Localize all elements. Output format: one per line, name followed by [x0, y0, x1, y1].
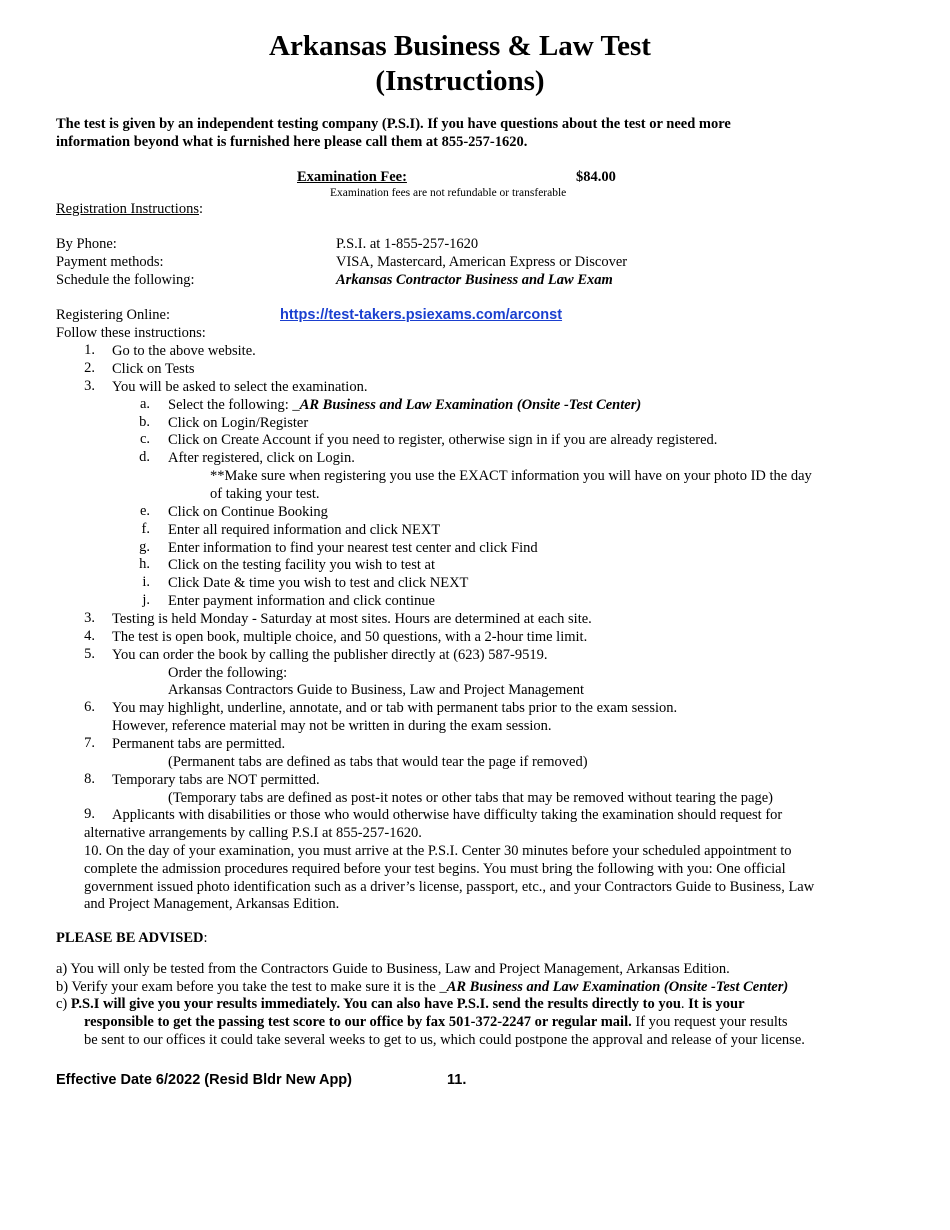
- page-title: Arkansas Business & Law Test: [269, 30, 651, 62]
- advised-heading-colon: :: [203, 930, 208, 946]
- follow-instructions: Follow these instructions:: [56, 325, 206, 341]
- item-4: The test is open book, multiple choice, and 50 questions, with a 2-hour time limit.: [112, 629, 588, 645]
- fee-amount: $84.00: [576, 169, 616, 185]
- substep-letter: g.: [139, 539, 150, 555]
- substep-h: Click on the testing facility you wish to test at: [168, 557, 436, 573]
- step-text: Click on Tests: [112, 361, 195, 377]
- advised-c: [56, 995, 745, 1013]
- registration-heading-text: Registration Instructions: [56, 201, 199, 217]
- item-8: Temporary tabs are NOT permitted.: [112, 772, 320, 788]
- substep-f: Enter all required information and click NEXT: [168, 522, 441, 538]
- substep-letter: d.: [139, 449, 150, 465]
- substep-a: [168, 396, 641, 414]
- schedule-label: Schedule the following:: [56, 272, 195, 288]
- item-number: 4.: [84, 628, 95, 644]
- registration-link[interactable]: https://test-takers.psiexams.com/arconst: [280, 307, 563, 323]
- fee-note: Examination fees are not refundable or transferable: [330, 187, 567, 199]
- item-10-line-1: 10. On the day of your examination, you must arrive at the P.S.I. Center 30 minutes before your scheduled appointment to: [84, 843, 792, 859]
- item-10-line-2: complete the admission procedures required before your test begins. You must bring the following with you: One official: [84, 861, 786, 877]
- substep-letter: b.: [139, 414, 150, 430]
- item-6: You may highlight, underline, annotate, and or tab with permanent tabs prior to the exam session.: [112, 700, 678, 716]
- advised-heading-text: PLEASE BE ADVISED: [56, 930, 204, 946]
- item-5-order: Order the following:: [168, 665, 288, 681]
- step-number: 2.: [84, 360, 95, 376]
- page-subtitle: (Instructions): [375, 65, 545, 97]
- item-7-note: (Permanent tabs are defined as tabs that would tear the page if removed): [168, 754, 588, 770]
- item-9: Applicants with disabilities or those who would otherwise have difficulty taking the examination should request for: [112, 807, 783, 823]
- substep-a-exam: AR Business and Law Examination (Onsite -Test Center): [299, 397, 642, 413]
- phone-value: P.S.I. at 1-855-257-1620: [336, 236, 479, 252]
- substep-e: Click on Continue Booking: [168, 504, 328, 520]
- item-number: 7.: [84, 735, 95, 751]
- substep-letter: i.: [142, 574, 150, 590]
- advised-c-label: c): [56, 996, 71, 1012]
- advised-heading: [56, 929, 208, 947]
- registration-heading: [56, 200, 203, 218]
- substep-d-note-1: **Make sure when registering you use the EXACT information you will have on your photo ID the day: [210, 468, 812, 484]
- substep-j: Enter payment information and click continue: [168, 593, 435, 609]
- item-10-line-4: and Project Management, Arkansas Edition.: [84, 896, 340, 912]
- advised-c-bold-2: It is your: [688, 996, 745, 1012]
- item-number: 3.: [84, 610, 95, 626]
- item-5: You can order the book by calling the publisher directly at (623) 587-9519.: [112, 647, 548, 663]
- step-number: 3.: [84, 378, 95, 394]
- advised-b: [56, 978, 788, 996]
- substep-c: Click on Create Account if you need to register, otherwise sign in if you are already registered.: [168, 432, 718, 448]
- item-9-cont: alternative arrangements by calling P.S.I at 855-257-1620.: [84, 825, 422, 841]
- substep-letter: j.: [142, 592, 150, 608]
- item-6-cont: However, reference material may not be written in during the exam session.: [112, 718, 552, 734]
- payment-label: Payment methods:: [56, 254, 164, 270]
- item-10-line-3: government issued photo identification such as a driver’s license, passport, etc., and your Contractors Guide to Business, Law: [84, 879, 815, 895]
- advised-c-line-2: [84, 1013, 788, 1031]
- step-text: You will be asked to select the examination.: [112, 379, 368, 395]
- item-number: 8.: [84, 771, 95, 787]
- substep-letter: a.: [139, 396, 150, 412]
- advised-b-prefix: b) Verify your exam before you take the test to make sure it is the _: [56, 979, 447, 995]
- schedule-value: Arkansas Contractor Business and Law Exam: [336, 272, 613, 288]
- substep-i: Click Date & time you wish to test and click NEXT: [168, 575, 469, 591]
- substep-letter: e.: [139, 503, 150, 519]
- item-number: 9.: [84, 806, 95, 822]
- payment-value: VISA, Mastercard, American Express or Discover: [336, 254, 628, 270]
- online-label: Registering Online:: [56, 307, 170, 323]
- substep-d-note-2: of taking your test.: [210, 486, 320, 502]
- advised-c2-bold: responsible to get the passing test score to our office by fax 501-372-2247 or regular mail.: [84, 1014, 632, 1030]
- item-3: Testing is held Monday - Saturday at most sites. Hours are determined at each site.: [112, 611, 592, 627]
- advised-c-dot: .: [680, 996, 689, 1012]
- registration-heading-colon: :: [198, 201, 203, 217]
- item-5-book: Arkansas Contractors Guide to Business, Law and Project Management: [168, 682, 584, 698]
- advised-c-line-3: be sent to our offices it could take several weeks to get to us, which could postpone the approval and release of your license.: [84, 1032, 805, 1048]
- substep-g: Enter information to find your nearest test center and click Find: [168, 540, 538, 556]
- item-7: Permanent tabs are permitted.: [112, 736, 286, 752]
- substep-letter: h.: [139, 556, 150, 572]
- advised-c-bold-1: P.S.I will give you your results immediately. You can also have P.S.I. send the results directly to you: [70, 996, 681, 1012]
- intro-line-2: information beyond what is furnished here please call them at 855-257-1620.: [56, 134, 528, 150]
- footer-effective-date: Effective Date 6/2022 (Resid Bldr New App): [56, 1072, 352, 1088]
- substep-a-prefix: Select the following: _: [168, 397, 300, 413]
- substep-letter: c.: [139, 431, 150, 447]
- substep-d: After registered, click on Login.: [168, 450, 355, 466]
- phone-label: By Phone:: [56, 236, 117, 252]
- advised-a: a) You will only be tested from the Contractors Guide to Business, Law and Project Management, Arkansas Edition.: [56, 961, 730, 977]
- intro-line-1: The test is given by an independent testing company (P.S.I). If you have questions about the test or need more: [56, 116, 731, 132]
- advised-c2-rest: If you request your results: [631, 1014, 788, 1030]
- fee-label: Examination Fee:: [297, 169, 407, 185]
- step-text: Go to the above website.: [112, 343, 256, 359]
- item-number: 5.: [84, 646, 95, 662]
- advised-b-exam: AR Business and Law Examination (Onsite -Test Center): [446, 979, 789, 995]
- footer-page-number: 11.: [447, 1072, 467, 1088]
- item-8-note: (Temporary tabs are defined as post-it notes or other tabs that may be removed without tearing the page): [168, 790, 773, 806]
- substep-b: Click on Login/Register: [168, 415, 309, 431]
- step-number: 1.: [84, 342, 95, 358]
- item-number: 6.: [84, 699, 95, 715]
- substep-letter: f.: [141, 521, 150, 537]
